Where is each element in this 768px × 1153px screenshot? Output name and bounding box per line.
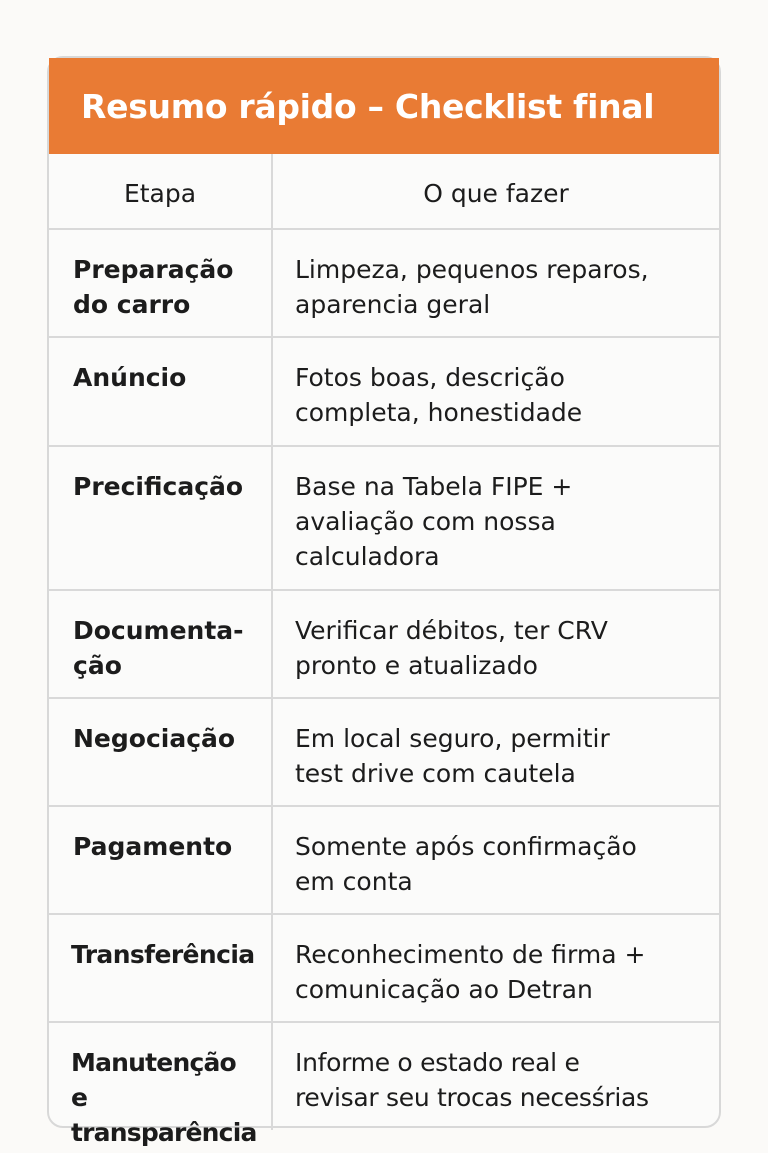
action-cell <box>273 447 719 589</box>
action-cell <box>273 230 719 336</box>
step-label: Preparação do carro <box>73 255 234 319</box>
step-label: Transferência <box>71 940 255 969</box>
action-cell <box>273 915 719 1021</box>
action-text: Verificar débitos, ter CRV pronto e atualizado <box>295 616 608 680</box>
table-row <box>49 913 719 1021</box>
step-cell <box>49 699 273 805</box>
table-row <box>49 1021 719 1147</box>
column-header-step: Etapa <box>49 154 273 228</box>
column-header-action: O que fazer <box>423 179 569 208</box>
action-cell <box>273 338 719 445</box>
step-cell <box>49 915 273 1021</box>
checklist-title: Resumo rápido – Checklist final <box>49 58 719 154</box>
step-cell <box>49 338 273 445</box>
step-cell <box>49 230 273 336</box>
action-text: Limpeza, pequenos reparos, aparencia geral <box>295 255 649 319</box>
action-text: Em local seguro, permitir test drive com cautela <box>295 724 610 788</box>
action-cell <box>273 807 719 913</box>
action-text: Informe o estado real e revisar seu trocas necesśrias <box>295 1048 649 1112</box>
step-cell <box>49 807 273 913</box>
step-label: Documenta- ção <box>73 616 244 680</box>
checklist-card <box>47 56 721 1147</box>
table-row <box>49 805 719 913</box>
action-text: Base na Tabela FIPE + avaliação com nossa calculadora <box>295 472 573 571</box>
table-row <box>49 589 719 697</box>
step-cell <box>49 447 273 589</box>
table-row <box>49 445 719 589</box>
table-header-row <box>49 154 719 228</box>
step-label: Manutenção e transparência <box>71 1048 257 1147</box>
action-text: Somente após confirmação em conta <box>295 832 637 896</box>
step-label: Precificação <box>73 472 244 501</box>
table-row <box>49 336 719 445</box>
step-cell <box>49 591 273 697</box>
action-cell <box>273 699 719 805</box>
step-label: Anúncio <box>73 363 187 392</box>
action-text: Fotos boas, descrição completa, honestidade <box>295 363 583 427</box>
table-row <box>49 697 719 805</box>
action-cell <box>273 591 719 697</box>
step-cell <box>49 1023 273 1147</box>
table-row <box>49 228 719 336</box>
step-label: Negociação <box>73 724 236 753</box>
checklist-table <box>49 154 719 1147</box>
action-cell <box>273 1023 719 1130</box>
action-text: Reconhecimento de firma + comunicação ao Detran <box>295 940 646 1004</box>
step-label: Pagamento <box>73 832 233 861</box>
